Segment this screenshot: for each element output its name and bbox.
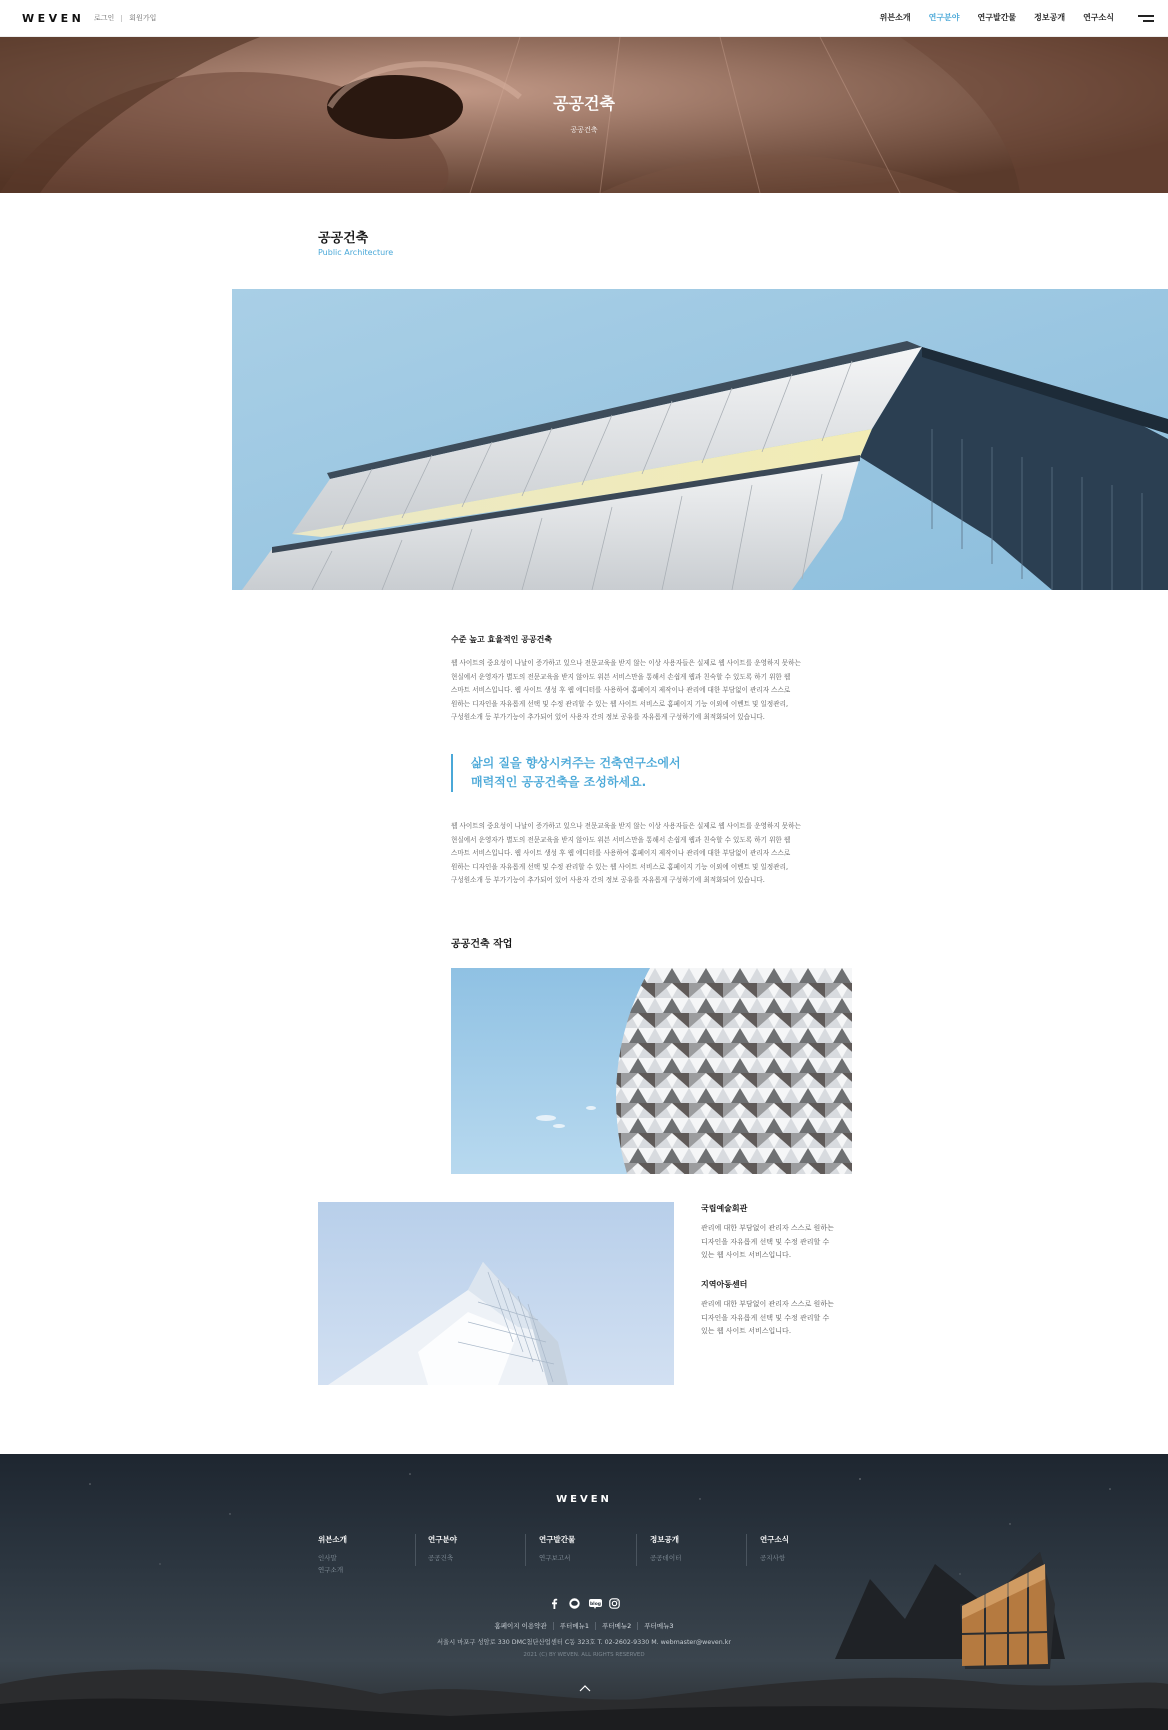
page-title: 공공건축 [318, 231, 369, 246]
work-image-building [318, 1202, 674, 1385]
footer-menu-item[interactable]: 푸터메뉴2 [595, 1622, 637, 1630]
work-item-desc [701, 1222, 846, 1263]
footer-menu-item[interactable]: 푸터메뉴1 [553, 1622, 595, 1630]
desc-line: 디자인을 자유롭게 선택 및 수정 관리할 수 [701, 1313, 830, 1322]
footer-col-news [760, 1534, 789, 1564]
footer-link[interactable]: 공지사항 [760, 1554, 786, 1562]
footer-col-about [318, 1534, 347, 1576]
footer-address: 서울시 마포구 성암로 330 DMC첨단산업센터 C동 323호 T. 02-2602-9330 M. webmaster@weven.kr [436, 1639, 732, 1646]
talk-bubble-icon[interactable] [569, 1594, 580, 1605]
footer-link[interactable]: 공공건축 [428, 1554, 454, 1562]
sns-links [0, 1594, 1168, 1605]
work-item-title: 국립예술회관 [701, 1204, 748, 1213]
page-subtitle: Public Architecture [318, 248, 394, 257]
footer-link[interactable]: 연구보고서 [539, 1554, 571, 1562]
content-paragraph-2 [451, 820, 851, 888]
svg-text:blog: blog [589, 1602, 601, 1607]
site-footer [0, 1454, 1168, 1730]
paragraph-line: 웹 사이트의 중요성이 나날이 증가하고 있으나 전문교육을 받지 않는 이상 사용자들은 실제로 웹 사이트를 운영하지 못하는 [451, 659, 801, 667]
paragraph-line: 원하는 디자인을 자유롭게 선택 및 수정 관리할 수 있는 웹 사이트 서비스로 홈페이지 기능 이외에 이벤트 및 일정관리, [451, 699, 789, 708]
hero-title: 공공건축 [553, 94, 615, 113]
nav-item-publications[interactable]: 연구발간물 [977, 13, 1017, 22]
desc-line: 있는 웹 사이트 서비스입니다. [701, 1251, 792, 1259]
desc-line: 있는 웹 사이트 서비스입니다. [701, 1327, 792, 1335]
desc-line: 관리에 대한 부담없이 관리자 스스로 원하는 [701, 1224, 834, 1232]
footer-col-title[interactable]: 위븐소개 [318, 1535, 347, 1544]
footer-col-divider [525, 1534, 526, 1566]
blog-icon[interactable] [589, 1594, 600, 1605]
highlight-quote [451, 754, 681, 792]
paragraph-line: 구성원소개 등 부가기능이 추가되어 있어 사용자 간의 정보 공유를 자유롭게 구성하기에 최적화되어 있습니다. [451, 713, 765, 721]
main-nav [880, 12, 1114, 23]
hero-banner [0, 37, 1168, 193]
work-item-title: 지역아동센터 [701, 1280, 748, 1289]
desc-line: 디자인을 자유롭게 선택 및 수정 관리할 수 [701, 1237, 830, 1246]
footer-col-title[interactable]: 연구소식 [760, 1535, 789, 1544]
login-link[interactable]: 로그인 [94, 14, 115, 22]
paragraph-line: 현실에서 운영자가 별도의 전문교육을 받지 않아도 위븐 서비스만을 통해서 손쉽게 웹과 친숙할 수 있도록 하기 위한 웹 [451, 835, 791, 844]
facebook-icon[interactable] [549, 1594, 560, 1605]
footer-link[interactable]: 공공데이터 [650, 1554, 682, 1562]
footer-col-divider [746, 1534, 747, 1566]
paragraph-line: 구성원소개 등 부가기능이 추가되어 있어 사용자 간의 정보 공유를 자유롭게 구성하기에 최적화되어 있습니다. [451, 876, 765, 884]
footer-copyright: 2021 (C) BY WEVEN. ALL RIGHTS RESERVED [523, 1652, 645, 1658]
main-architecture-image [232, 289, 1168, 590]
signup-link[interactable]: 회원가입 [129, 14, 157, 22]
site-header [0, 0, 1168, 37]
work-item-desc [701, 1298, 846, 1339]
nav-item-disclosure[interactable]: 정보공개 [1034, 13, 1066, 22]
footer-col-title[interactable]: 연구분야 [428, 1535, 457, 1544]
site-logo[interactable]: WEVEN [22, 12, 85, 25]
footer-col-disclosure [650, 1534, 681, 1564]
footer-col-divider [415, 1534, 416, 1566]
work-image-dome [451, 968, 852, 1174]
hero-breadcrumb: 공공건축 [570, 126, 598, 134]
instagram-icon[interactable] [609, 1594, 620, 1605]
nav-item-about[interactable]: 위븐소개 [879, 13, 911, 22]
nav-item-research[interactable]: 연구분야 [928, 13, 960, 22]
footer-menu-item[interactable]: 푸터메뉴3 [637, 1622, 679, 1630]
paragraph-line: 현실에서 운영자가 별도의 전문교육을 받지 않아도 위븐 서비스만을 통해서 손쉽게 웹과 친숙할 수 있도록 하기 위한 웹 [451, 672, 791, 681]
desc-line: 관리에 대한 부담없이 관리자 스스로 원하는 [701, 1300, 834, 1308]
chevron-up-icon[interactable] [579, 1678, 591, 1688]
paragraph-line: 스마트 서비스입니다. 웹 사이트 생성 후 웹 에디터를 사용하여 홈페이지 제작이나 관리에 대한 부담없이 관리자 스스로 [451, 686, 791, 694]
footer-menu-terms[interactable]: 홈페이지 이용약관 [494, 1622, 547, 1630]
footer-col-publications [539, 1534, 575, 1564]
quote-line-1: 삶의 질을 향상시켜주는 건축연구소에서 [471, 756, 681, 770]
nav-item-news[interactable]: 연구소식 [1083, 13, 1114, 22]
paragraph-line: 웹 사이트의 중요성이 나날이 증가하고 있으나 전문교육을 받지 않는 이상 사용자들은 실제로 웹 사이트를 운영하지 못하는 [451, 822, 801, 830]
hero-background-image [0, 37, 1168, 193]
paragraph-line: 스마트 서비스입니다. 웹 사이트 생성 후 웹 에디터를 사용하여 홈페이지 제작이나 관리에 대한 부담없이 관리자 스스로 [451, 849, 791, 857]
footer-link[interactable]: 연구소개 [318, 1566, 344, 1574]
hamburger-menu-icon[interactable] [1138, 13, 1154, 23]
footer-menu [0, 1622, 1168, 1630]
footer-col-research [428, 1534, 457, 1564]
auth-divider [121, 15, 122, 22]
quote-line-2: 매력적인 공공건축을 조성하세요. [471, 775, 647, 789]
works-title: 공공건축 작업 [451, 939, 513, 950]
content-paragraph-1 [451, 657, 851, 725]
footer-link[interactable]: 인사말 [318, 1554, 337, 1562]
footer-col-title[interactable]: 정보공개 [650, 1535, 679, 1544]
content-heading: 수준 높고 효율적인 공공건축 [451, 635, 553, 644]
paragraph-line: 원하는 디자인을 자유롭게 선택 및 수정 관리할 수 있는 웹 사이트 서비스로 홈페이지 기능 이외에 이벤트 및 일정관리, [451, 862, 789, 871]
footer-logo[interactable]: WEVEN [556, 1494, 612, 1505]
auth-links [94, 13, 156, 23]
footer-col-divider [636, 1534, 637, 1566]
footer-col-title[interactable]: 연구발간물 [539, 1535, 576, 1544]
